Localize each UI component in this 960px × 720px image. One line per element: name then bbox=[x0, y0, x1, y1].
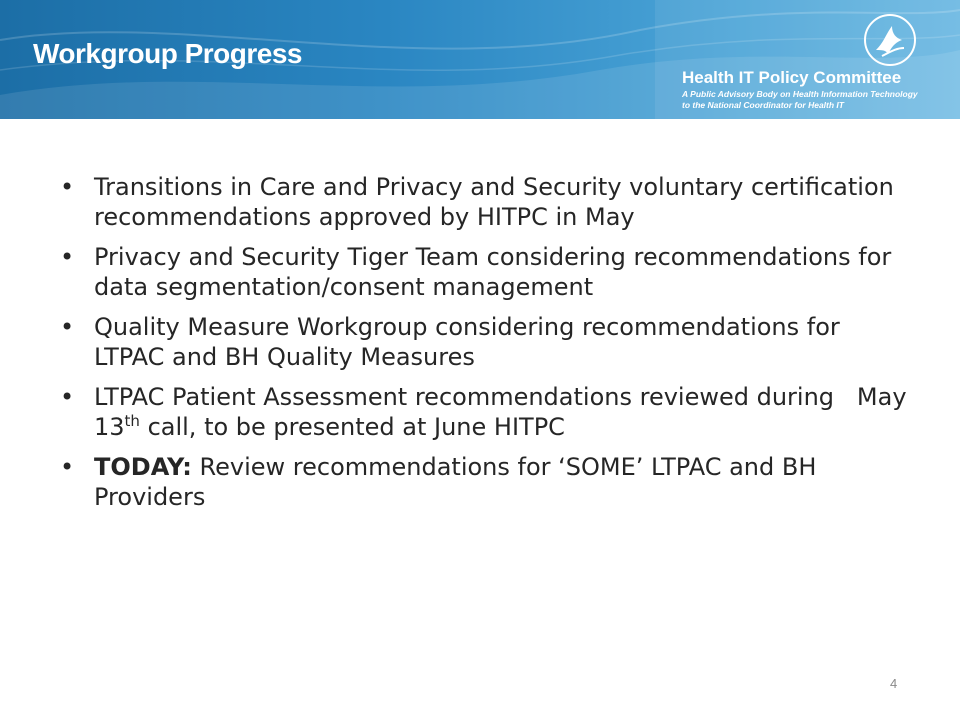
committee-name: Health IT Policy Committee bbox=[682, 68, 902, 87]
committee-tagline bbox=[682, 89, 918, 111]
bullet-list bbox=[60, 172, 915, 522]
hhs-eagle-icon bbox=[862, 12, 918, 68]
bullet-text: LTPAC Patient Assessment recommendations reviewed during May 13 bbox=[94, 383, 915, 441]
ordinal-suffix: th bbox=[124, 412, 140, 430]
committee-tagline-line2: to the National Coordinator for Health IT bbox=[682, 100, 844, 110]
bullet-text-continued: call, to be presented at June HITPC bbox=[139, 413, 565, 441]
bullet-marker: • bbox=[60, 243, 75, 271]
slide-header-band bbox=[0, 0, 960, 119]
bullet-item bbox=[60, 312, 910, 372]
slide-title: Workgroup Progress bbox=[33, 38, 302, 69]
bullet-text: Review recommendations for ‘SOME’ LTPAC and BH Providers bbox=[94, 453, 817, 511]
bullet-marker: • bbox=[60, 313, 75, 341]
bullet-marker: • bbox=[60, 453, 75, 481]
bullet-item bbox=[60, 382, 915, 442]
bullet-lead-label: TODAY: bbox=[94, 453, 192, 481]
bullet-item bbox=[60, 452, 910, 512]
bullet-item bbox=[60, 242, 910, 302]
bullet-item bbox=[60, 172, 910, 232]
bullet-text: Quality Measure Workgroup considering recommendations for LTPAC and BH Quality Measures bbox=[94, 313, 840, 371]
committee-tagline-line1: A Public Advisory Body on Health Information Technology bbox=[682, 89, 918, 99]
bullet-text: Privacy and Security Tiger Team considering recommendations for data segmentation/consent management bbox=[94, 243, 892, 301]
bullet-marker: • bbox=[60, 173, 75, 201]
bullet-text: Transitions in Care and Privacy and Security voluntary certification recommendations approved by HITPC in May bbox=[94, 173, 894, 231]
page-number: 4 bbox=[890, 676, 898, 691]
bullet-marker: • bbox=[60, 383, 75, 411]
